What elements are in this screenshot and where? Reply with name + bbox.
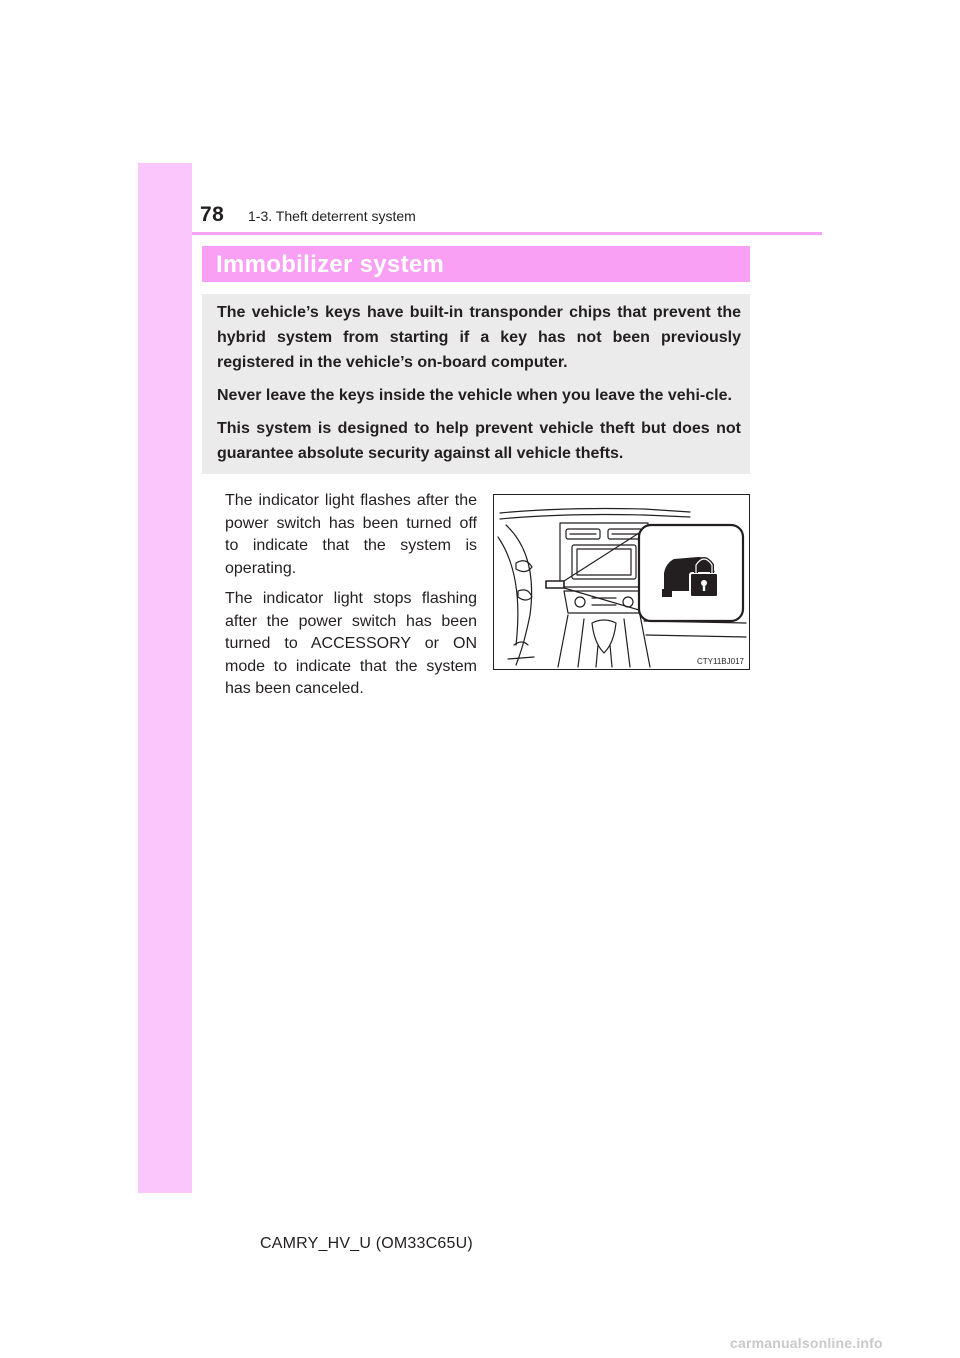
- body-paragraph: The indicator light stops flashing after the power switch has been turned to ACCESSORY or ON mode to indicate that the system has been canceled.: [225, 590, 477, 697]
- body-text: [225, 490, 477, 709]
- intro-paragraph: Never leave the keys inside the vehicle when you leave the vehi-cle.: [217, 387, 732, 404]
- intro-paragraph: The vehicle’s keys have built-in transponder chips that prevent the hybrid system from starting if a key has not been previously registered in the vehicle’s on-board computer.: [217, 304, 741, 371]
- section-title: 1-3. Theft deterrent system: [248, 208, 416, 224]
- side-tab-strip: [138, 163, 192, 1193]
- intro-paragraph: This system is designed to help prevent vehicle theft but does not guarantee absolute security against all vehicle thefts.: [217, 420, 741, 462]
- body-paragraph: The indicator light flashes after the power switch has been turned off to indicate that the system is operating.: [225, 492, 477, 577]
- dashboard-drawing: [494, 495, 750, 670]
- watermark: carmanualsonline.info: [730, 1335, 883, 1351]
- security-indicator-lock-icon: [662, 557, 718, 597]
- header-divider: [192, 232, 822, 235]
- intro-box: [202, 294, 750, 474]
- page-heading: Immobilizer system: [216, 251, 445, 278]
- illustration-code: CTY11BJ017: [697, 657, 744, 666]
- footer-manual-code: CAMRY_HV_U (OM33C65U): [260, 1235, 473, 1252]
- page-number: 78: [200, 203, 225, 226]
- heading-bar: [202, 246, 750, 282]
- dashboard-illustration: [493, 494, 750, 670]
